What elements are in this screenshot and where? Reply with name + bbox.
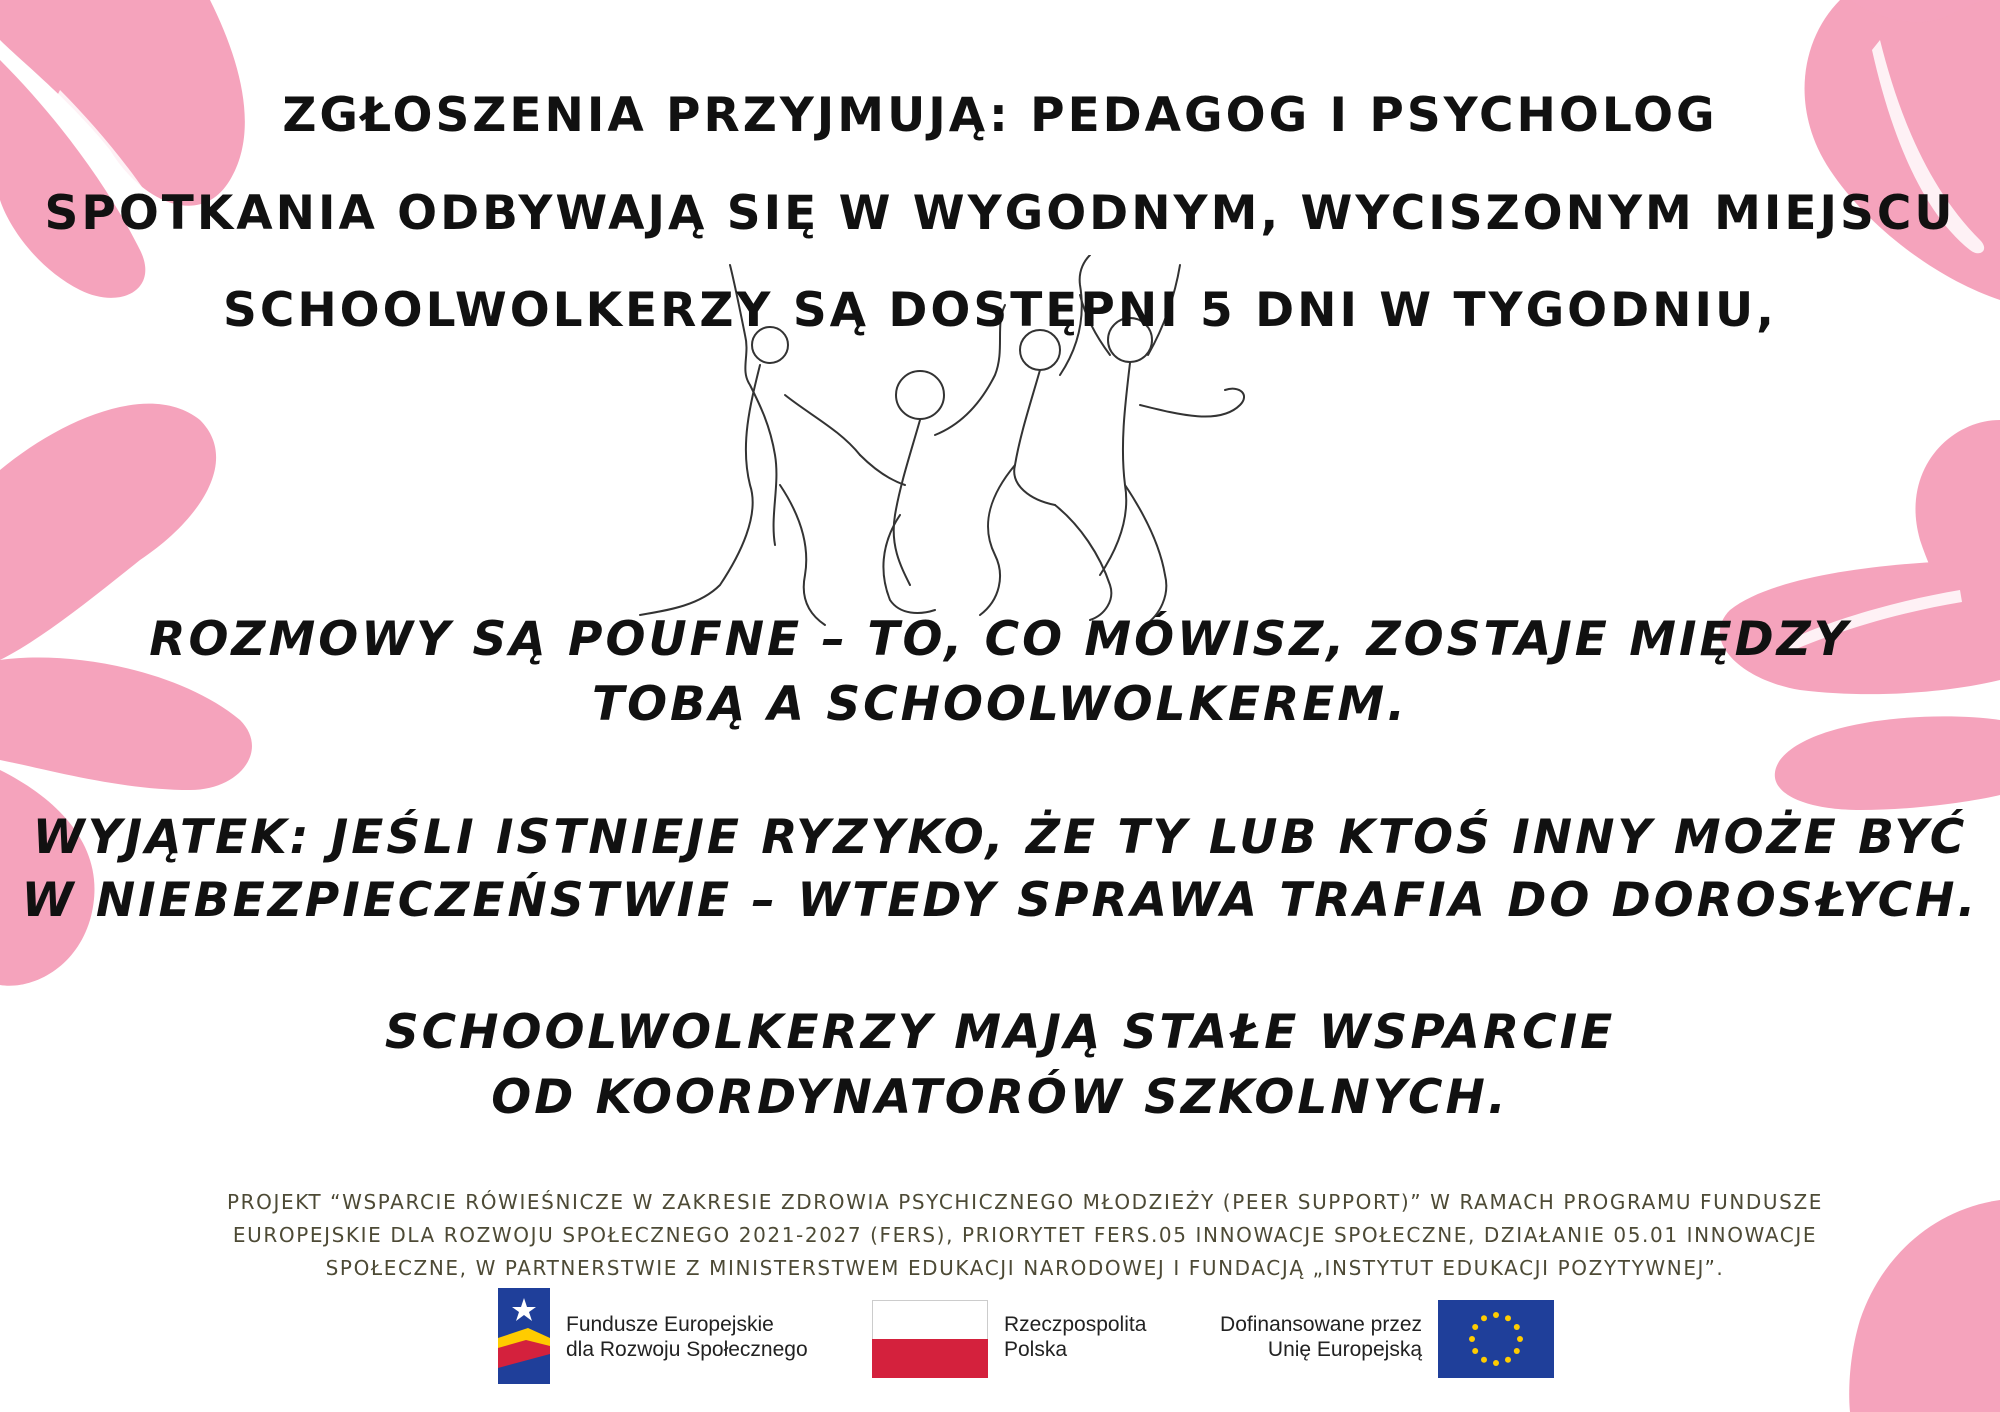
- footer-line-1: PROJEKT “WSPARCIE RÓWIEŚNICZE W ZAKRESIE ZDROWIA PSYCHICZNEGO MŁODZIEŻY (PEER SUPPORT)” W RAMACH PROGRAMU FUNDUSZE: [227, 1190, 1823, 1214]
- eu-logo-text: [1186, 1312, 1422, 1362]
- eu-star: [1481, 1315, 1487, 1321]
- exception-line-2: W NIEBEZPIECZEŃSTWIE – WTEDY SPRAWA TRAFIA DO DOROSŁYCH.: [21, 873, 1979, 928]
- rp-logo-text: [1004, 1312, 1146, 1362]
- polish-flag-icon: [872, 1300, 988, 1378]
- eu-star: [1472, 1348, 1478, 1354]
- footer-line-3: SPOŁECZNE, W PARTNERSTWIE Z MINISTERSTWEM EDUKACJI NARODOWEJ I FUNDACJĄ „INSTYTUT EDUKACJI POZYTYWNEJ”.: [325, 1256, 1725, 1280]
- headline-availability: SCHOOLWOLKERZY SĄ DOSTĘPNI 5 DNI W TYGODNIU,: [223, 283, 1777, 338]
- eu-star: [1493, 1360, 1499, 1366]
- eu-star: [1517, 1336, 1523, 1342]
- eu-star: [1514, 1348, 1520, 1354]
- fers-logo-line-1: Fundusze Europejskie: [566, 1313, 774, 1336]
- headline-meetings-place: SPOTKANIA ODBYWAJĄ SIĘ W WYGODNYM, WYCISZONYM MIEJSCU: [44, 186, 1956, 241]
- exception-line-1: WYJĄTEK: JEŚLI ISTNIEJE RYZYKO, ŻE TY LUB KTOŚ INNY MOŻE BYĆ: [32, 810, 1968, 865]
- eu-star: [1469, 1336, 1475, 1342]
- eu-logo-line-1: Dofinansowane przez: [1220, 1313, 1422, 1336]
- confidential-line-1: ROZMOWY SĄ POUFNE – TO, CO MÓWISZ, ZOSTAJE MIĘDZY: [149, 612, 1851, 667]
- eu-star: [1505, 1357, 1511, 1363]
- eu-logo-line-2: Unię Europejską: [1267, 1338, 1422, 1361]
- eu-star: [1505, 1315, 1511, 1321]
- fers-logo-line-2: dla Rozwoju Społecznego: [566, 1338, 808, 1361]
- eu-flag-icon: [1438, 1300, 1554, 1378]
- support-line-2: OD KOORDYNATORÓW SZKOLNYCH.: [491, 1070, 1509, 1125]
- footer-line-2: EUROPEJSKIE DLA ROZWOJU SPOŁECZNEGO 2021-2027 (FERS), PRIORYTET FERS.05 INNOWACJE SPOŁECZNE, DZIAŁANIE 05.01 INNOWACJE: [232, 1223, 1818, 1247]
- support-line-1: SCHOOLWOLKERZY MAJĄ STAŁE WSPARCIE: [384, 1005, 1616, 1060]
- rp-logo-line-1: Rzeczpospolita: [1004, 1313, 1147, 1336]
- eu-star: [1472, 1324, 1478, 1330]
- fers-logo-icon: [498, 1288, 550, 1384]
- project-footer-text: [90, 1186, 1960, 1285]
- confidential-line-2: TOBĄ A SCHOOLWOLKEREM.: [592, 677, 1408, 732]
- eu-star: [1514, 1324, 1520, 1330]
- headline-reporting: ZGŁOSZENIA PRZYJMUJĄ: PEDAGOG I PSYCHOLOG: [282, 88, 1718, 143]
- fers-logo-text: [566, 1312, 808, 1362]
- eu-star: [1481, 1357, 1487, 1363]
- rp-logo-line-2: Polska: [1004, 1338, 1068, 1361]
- eu-star: [1493, 1312, 1499, 1318]
